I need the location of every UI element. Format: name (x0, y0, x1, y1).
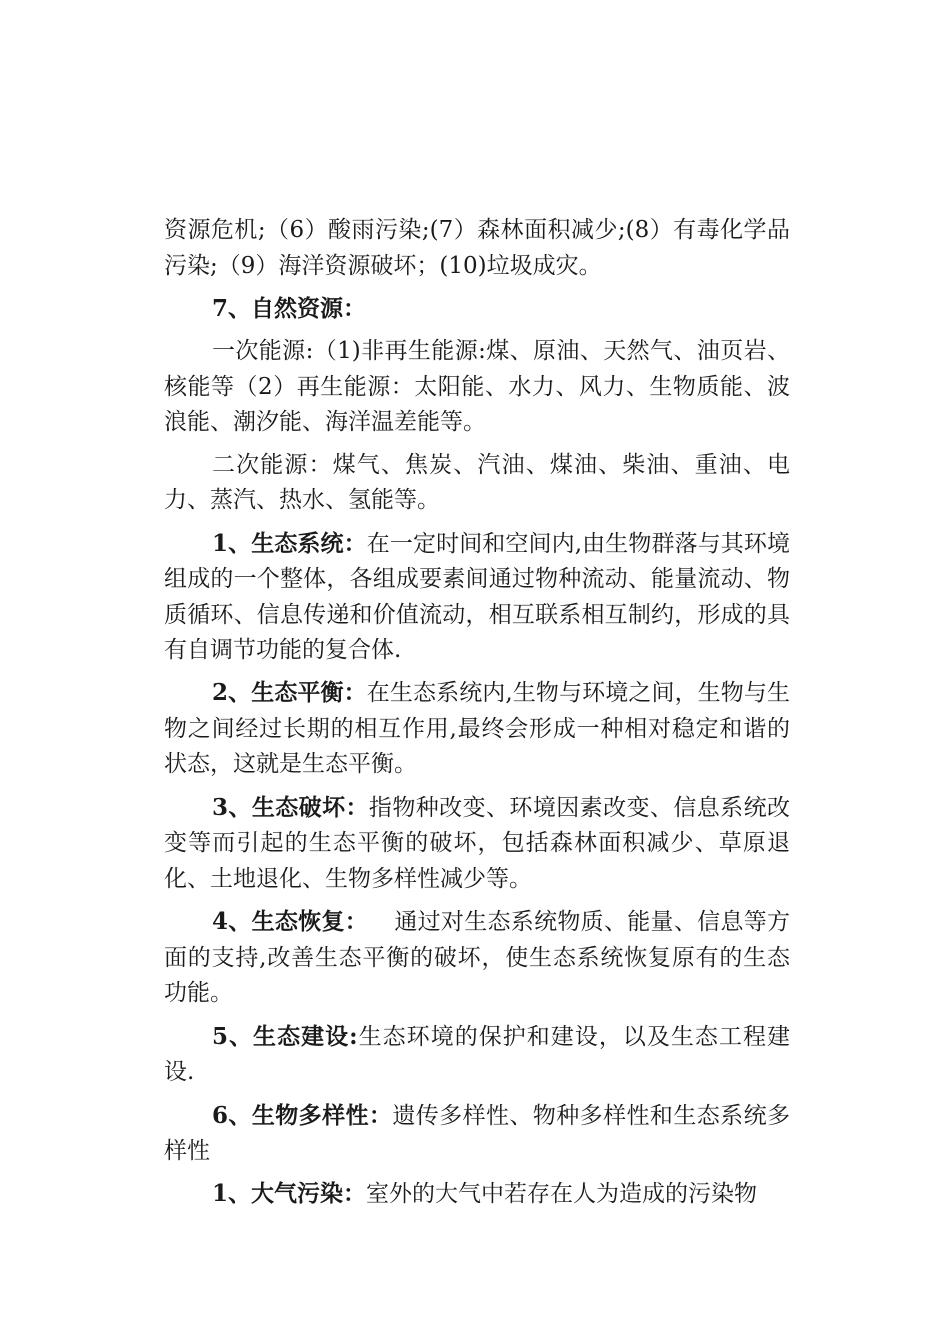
paragraph-text: 通过对生态系统物质、能量、信息等方面的支持,改善生态平衡的破坏，使生态系统恢复原有的生态功能。 (164, 909, 790, 1007)
term-label: 7、自然资源： (212, 294, 367, 322)
paragraph-air-pollution (164, 1176, 790, 1213)
term-label: 4、生态恢复： (212, 908, 369, 936)
paragraph-ecosystem (164, 526, 790, 669)
paragraph-text: 遗传多样性、物种多样性和生态系统多样性 (164, 1102, 790, 1165)
heading-natural-resources (164, 291, 790, 328)
paragraph-text: 资源危机;（6）酸雨污染;(7）森林面积减少;(8）有毒化学品污染;（9）海洋资源破坏；(10)垃圾成灾。 (164, 217, 790, 279)
paragraph-text: 生态环境的保护和建设，以及生态工程建设. (164, 1023, 791, 1086)
paragraph-ecological-damage (164, 790, 790, 898)
paragraph-pollution-list (164, 213, 790, 284)
term-label: 6、生物多样性： (212, 1101, 393, 1129)
paragraph-ecological-construction (164, 1019, 790, 1091)
term-label: 3、生态破坏： (212, 793, 369, 821)
term-label: 2、生态平衡： (212, 679, 367, 707)
term-label: 1、大气污染： (212, 1180, 367, 1208)
paragraph-text: 在生态系统内,生物与环境之间，生物与生物之间经过长期的相互作用,最终会形成一种相对稳定和谐的状态，这就是生态平衡。 (164, 680, 791, 778)
document-body (164, 213, 790, 1213)
term-label: 5、生态建设: (212, 1022, 358, 1050)
paragraph-text: 二次能源：煤气、焦炭、汽油、煤油、柴油、重油、电力、蒸汽、热水、氢能等。 (164, 451, 790, 514)
paragraph-text: 指物种改变、环境因素改变、信息系统改变等而引起的生态平衡的破坏，包括森林面积减少、草原退化、土地退化、生物多样性减少等。 (164, 794, 790, 892)
term-label: 1、生态系统： (212, 529, 367, 557)
paragraph-text: 室外的大气中若存在人为造成的污染物 (366, 1181, 758, 1208)
paragraph-text: 一次能源:（1)非再生能源:煤、原油、天然气、油页岩、核能等（2）再生能源：太阳能、水力、风力、生物质能、波浪能、潮汐能、海洋温差能等。 (164, 338, 790, 436)
paragraph-ecological-balance (164, 675, 790, 783)
paragraph-text: 在一定时间和空间内,由生物群落与其环境组成的一个整体，各组成要素间通过物种流动、能量流动、物质循环、信息传递和价值流动，相互联系相互制约，形成的具有自调节功能的复合体. (164, 530, 791, 664)
paragraph-ecological-restoration (164, 904, 790, 1012)
paragraph-primary-energy (164, 334, 790, 441)
paragraph-secondary-energy (164, 448, 790, 519)
paragraph-biodiversity (164, 1098, 790, 1170)
